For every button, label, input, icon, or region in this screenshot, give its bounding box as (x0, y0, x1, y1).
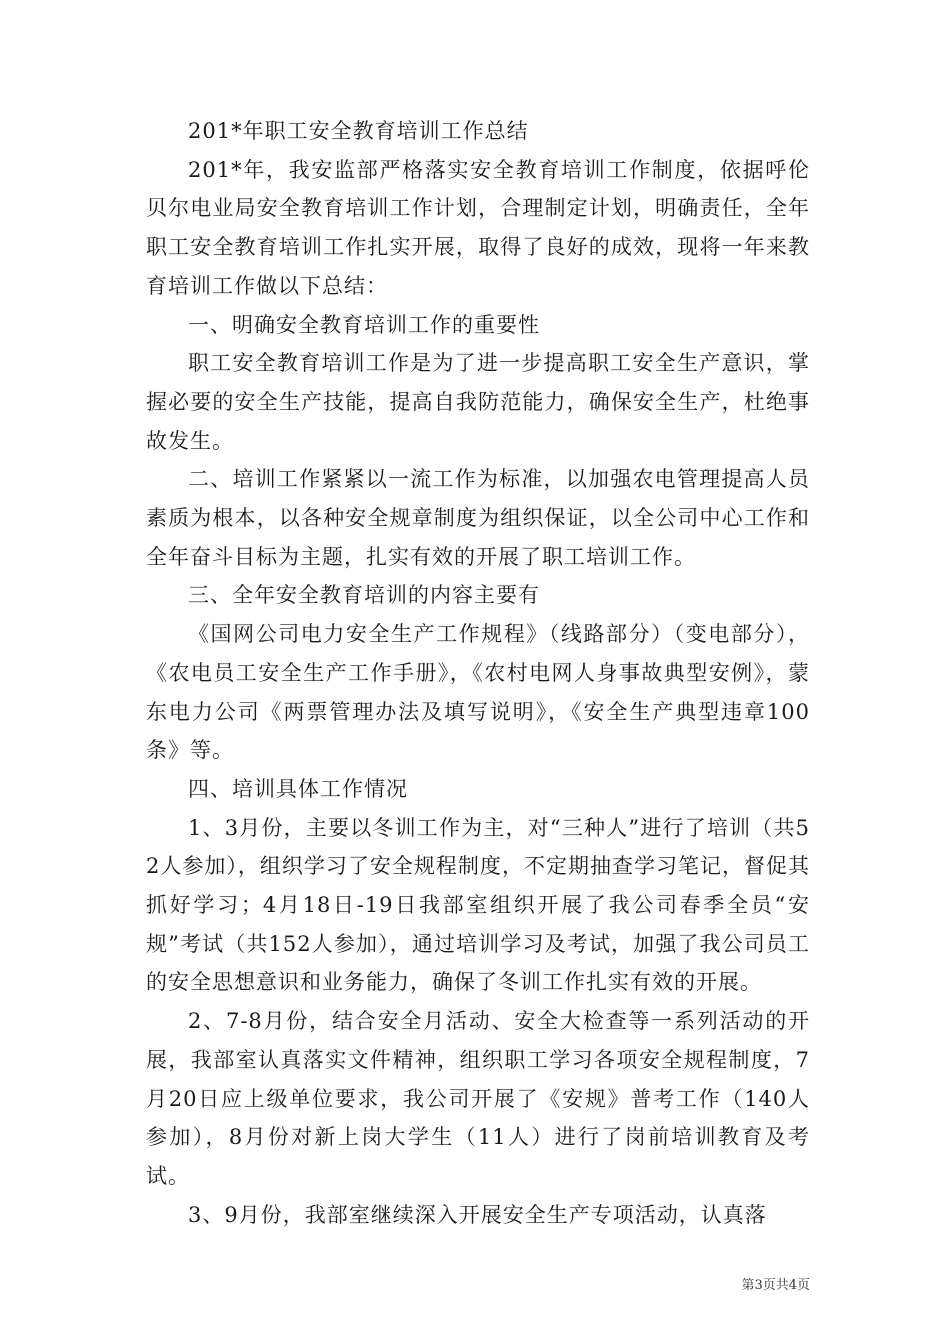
paragraph-intro: 201*年，我安监部严格落实安全教育培训工作制度，依据呼伦贝尔电业局安全教育培训工作计划，合理制定计划，明确责任，全年职工安全教育培训工作扎实开展，取得了良好的成效，现将一年来教育培训工作做以下总结： (146, 157, 810, 298)
paragraph-section-1: 职工安全教育培训工作是为了进一步提高职工安全生产意识，掌握必要的安全生产技能，提高自我防范能力，确保安全生产，杜绝事故发生。 (146, 351, 810, 453)
paragraph-section-2: 二、培训工作紧紧以一流工作为标准，以加强农电管理提高人员素质为根本，以各种安全规章制度为组织保证，以全公司中心工作和全年奋斗目标为主题，扎实有效的开展了职工培训工作。 (146, 467, 810, 569)
page-number: 第3页共4页 (741, 1278, 810, 1293)
paragraph-item-2: 2、7-8月份，结合安全月活动、安全大检查等一系列活动的开展，我部室认真落实文件精神，组织职工学习各项安全规程制度，7月20日应上级单位要求，我公司开展了《安规》普考工作（140人参加），8月份对新上岗大学生（11人）进行了岗前培训教育及考试。 (146, 1009, 810, 1188)
document-body (146, 112, 810, 1234)
heading-section-3: 三、全年安全教育培训的内容主要有 (188, 583, 540, 608)
paragraph-item-1: 1、3月份，主要以冬训工作为主，对“三种人”进行了培训（共52人参加），组织学习了安全规程制度，不定期抽查学习笔记，督促其抓好学习；4月18日-19日我部室组织开展了我公司春季全员“安规”考试（共152人参加），通过培训学习及考试，加强了我公司员工的安全思想意识和业务能力，确保了冬训工作扎实有效的开展。 (146, 815, 810, 995)
document-title: 201*年职工安全教育培训工作总结 (188, 119, 529, 143)
paragraph-item-3: 3、9月份，我部室继续深入开展安全生产专项活动，认真落 (188, 1202, 767, 1227)
heading-section-1: 一、明确安全教育培训工作的重要性 (188, 312, 540, 337)
heading-section-4: 四、培训具体工作情况 (188, 776, 408, 801)
paragraph-section-3: 《国网公司电力安全生产工作规程》（线路部分）（变电部分），《农电员工安全生产工作手册》，《农村电网人身事故典型安例》，蒙东电力公司《两票管理办法及填写说明》，《安全生产典型违章100条》等。 (146, 622, 810, 763)
